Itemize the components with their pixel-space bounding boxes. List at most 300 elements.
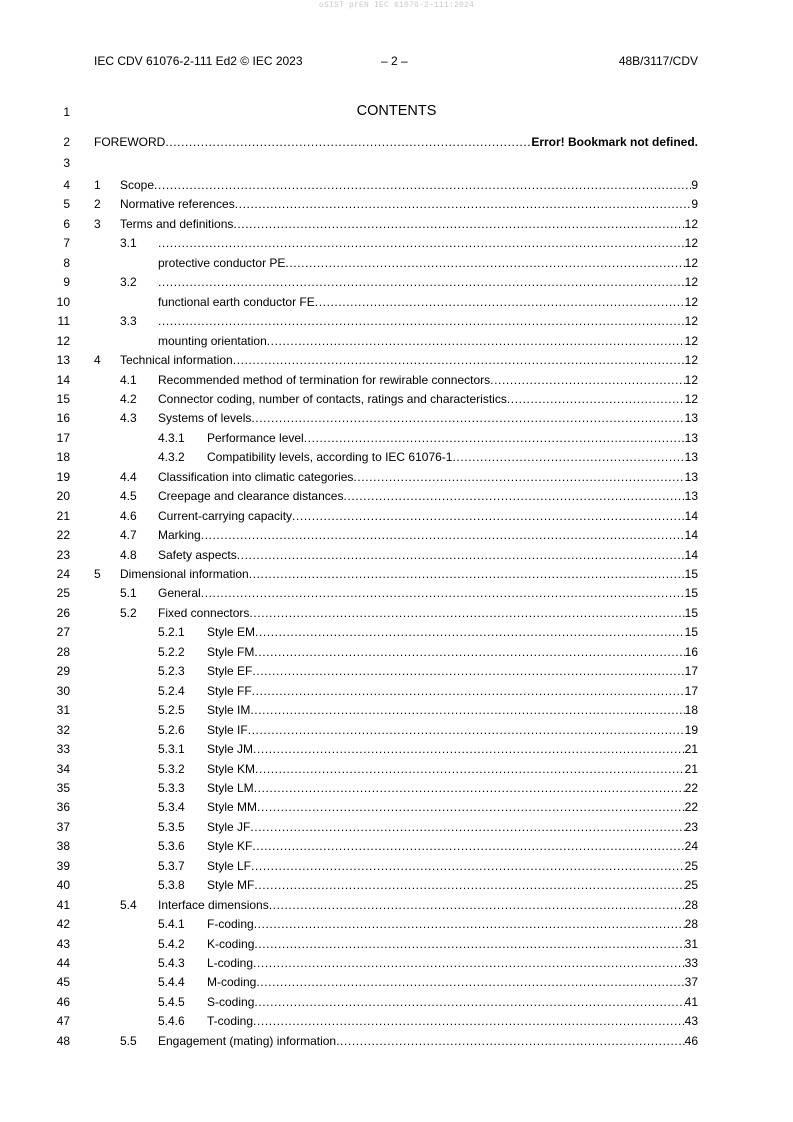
line-number: 34 — [56, 761, 70, 776]
toc-entry-link[interactable] — [207, 994, 698, 1010]
toc-entry-title: Connector coding, number of contacts, ratings and characteristics — [158, 391, 507, 406]
line-number: 11 — [57, 314, 70, 329]
toc-entry-link[interactable] — [207, 644, 698, 660]
toc-entry-link[interactable] — [207, 430, 698, 446]
toc-dot-leader — [490, 372, 684, 388]
toc-entry-link[interactable] — [120, 177, 698, 193]
toc-page-number: 12 — [684, 236, 698, 251]
toc-entry-link[interactable] — [207, 974, 698, 990]
line-number: 1 — [63, 105, 70, 119]
toc-dot-leader — [252, 838, 684, 854]
toc-row — [0, 1033, 793, 1049]
toc-page-number: 13 — [684, 469, 698, 484]
toc-entry-title: Classification into climatic categories — [158, 469, 354, 484]
toc-page-number: 16 — [684, 644, 698, 659]
toc-row — [0, 936, 793, 952]
toc-page-number: 9 — [691, 178, 698, 192]
toc-entry-link[interactable] — [207, 780, 698, 796]
toc-row — [0, 663, 793, 679]
toc-entry-number: 4.8 — [120, 547, 137, 562]
toc-entry-title: General — [158, 586, 201, 601]
toc-entry-title: Normative references — [120, 197, 235, 212]
toc-row — [0, 624, 793, 640]
toc-dot-leader — [507, 391, 685, 407]
line-number: 7 — [63, 236, 70, 251]
toc-page-number: 19 — [684, 722, 698, 737]
line-number: 22 — [56, 528, 70, 543]
toc-page-number: 22 — [684, 800, 698, 815]
toc-row — [0, 916, 793, 932]
toc-row — [0, 819, 793, 835]
toc-entry-number: 5.1 — [120, 586, 137, 601]
toc-entry-title: Style EM — [207, 625, 256, 640]
line-number: 40 — [56, 878, 70, 893]
toc-page-number: 15 — [684, 625, 698, 640]
toc-entry-title: Marking — [158, 528, 201, 543]
toc-dot-leader — [254, 877, 684, 893]
toc-entry-number: 4.5 — [120, 489, 137, 504]
toc-dot-leader — [257, 799, 685, 815]
toc-page-number: 15 — [684, 586, 698, 601]
toc-dot-leader — [154, 177, 691, 193]
toc-entry-title: Style EF — [207, 664, 253, 679]
toc-entry-link[interactable] — [207, 936, 698, 952]
toc-page-number: 14 — [684, 547, 698, 562]
line-number: 43 — [56, 936, 70, 951]
toc-row — [0, 196, 793, 212]
toc-entry-link[interactable] — [158, 274, 698, 290]
toc-page-number: 13 — [684, 450, 698, 465]
toc-dot-leader — [201, 585, 685, 601]
toc-dot-leader — [201, 527, 685, 543]
toc-dot-leader — [452, 449, 684, 465]
line-number: 30 — [56, 683, 70, 698]
toc-page-number: 12 — [684, 216, 698, 231]
toc-entry-title: Interface dimensions — [158, 897, 269, 912]
line-number: 5 — [63, 197, 70, 212]
toc-entry-link[interactable] — [207, 702, 698, 718]
toc-entry-number: 2 — [94, 197, 101, 212]
toc-entry-title: Style MM — [207, 800, 258, 815]
toc-dot-leader — [233, 216, 684, 232]
toc-entry-number: 5.3.8 — [158, 878, 185, 893]
toc-row — [0, 955, 793, 971]
toc-dot-leader — [267, 333, 685, 349]
toc-page-number: 25 — [684, 878, 698, 893]
toc-dot-leader — [255, 624, 685, 640]
toc-entry-title: S-coding — [207, 994, 255, 1009]
toc-entry-title: Style JF — [207, 819, 251, 834]
line-number: 31 — [56, 703, 70, 718]
toc-entry-link[interactable] — [158, 391, 698, 407]
toc-dot-leader — [250, 702, 684, 718]
toc-page-number: 25 — [684, 858, 698, 873]
line-number: 18 — [56, 450, 70, 465]
toc-page-number: 9 — [691, 197, 698, 212]
line-number: 23 — [56, 547, 70, 562]
toc-page-number: 12 — [684, 314, 698, 329]
toc-row — [0, 547, 793, 563]
toc-entry-number: 3.3 — [120, 314, 137, 329]
toc-entry-link[interactable] — [207, 858, 698, 874]
line-number: 16 — [56, 411, 70, 426]
toc-entry-number: 5.2.5 — [158, 703, 185, 718]
toc-entry-title: mounting orientation — [158, 333, 267, 348]
line-number: 13 — [56, 353, 70, 368]
toc-entry-link[interactable] — [158, 313, 698, 329]
line-number: 42 — [56, 917, 70, 932]
toc-entry-title: Style JM — [207, 742, 254, 757]
toc-entry-link[interactable] — [207, 722, 698, 738]
toc-page-number: 13 — [684, 430, 698, 445]
toc-dot-leader — [249, 566, 685, 582]
toc-entry-link[interactable] — [207, 663, 698, 679]
toc-entry-title: Dimensional information — [120, 567, 249, 581]
toc-row — [0, 469, 793, 485]
toc-page-number: 21 — [684, 761, 698, 776]
toc-entry-title: Style MF — [207, 878, 255, 893]
toc-entry-link[interactable] — [207, 449, 698, 465]
toc-entry-title: Scope — [120, 178, 155, 192]
toc-page-number: 46 — [684, 1033, 698, 1048]
toc-dot-leader — [254, 936, 684, 952]
toc-page-number: 13 — [684, 489, 698, 504]
toc-dot-leader — [158, 274, 685, 290]
toc-entry-title: Systems of levels — [158, 411, 252, 426]
toc-entry-number: 5.2.3 — [158, 664, 185, 679]
toc-dot-leader — [253, 741, 685, 757]
toc-page-number: 31 — [684, 936, 698, 951]
toc-entry-link[interactable] — [158, 508, 698, 524]
toc-page-number: 28 — [684, 897, 698, 912]
toc-entry-number: 5.3.5 — [158, 819, 185, 834]
toc-entry-title: FOREWORD — [94, 135, 166, 149]
line-number: 8 — [63, 255, 70, 270]
toc-dot-leader — [252, 663, 684, 679]
toc-entry-title: Terms and definitions — [120, 216, 234, 231]
line-number: 32 — [56, 722, 70, 737]
toc-entry-number: 5.4.6 — [158, 1014, 185, 1029]
toc-dot-leader — [248, 722, 685, 738]
toc-entry-number: 4.2 — [120, 391, 137, 406]
toc-entry-title: Style IM — [207, 703, 251, 718]
line-number: 35 — [56, 780, 70, 795]
toc-page-number: 15 — [684, 567, 698, 581]
toc-entry-link[interactable] — [158, 372, 698, 388]
toc-entry-number: 5.4 — [120, 897, 137, 912]
toc-row — [0, 722, 793, 738]
toc-entry-number: 5.3.4 — [158, 800, 185, 815]
toc-entry-link[interactable] — [158, 605, 698, 621]
toc-row — [0, 897, 793, 913]
toc-entry-title: K-coding — [207, 936, 255, 951]
toc-entry-link[interactable] — [158, 255, 698, 271]
line-number: 39 — [56, 858, 70, 873]
toc-entry-link[interactable] — [158, 294, 698, 310]
line-number: 48 — [56, 1033, 70, 1048]
toc-page-number: 43 — [684, 1014, 698, 1029]
line-number: 41 — [56, 897, 70, 912]
toc-row — [0, 155, 793, 171]
toc-entry-number: 5.2.1 — [158, 625, 185, 640]
toc-entry-link[interactable] — [158, 469, 698, 485]
line-number: 36 — [56, 800, 70, 815]
toc-page-number: Error! Bookmark not defined. — [531, 135, 698, 149]
toc-entry-title: Style KM — [207, 761, 256, 776]
toc-row — [0, 683, 793, 699]
toc-row — [0, 274, 793, 290]
toc-entry-link[interactable] — [158, 488, 698, 504]
toc-entry-number: 5.4.3 — [158, 956, 185, 970]
toc-entry-link[interactable] — [207, 624, 698, 640]
toc-row — [0, 391, 793, 407]
toc-page-number: 12 — [684, 391, 698, 406]
line-number: 10 — [56, 294, 70, 309]
line-number: 21 — [56, 508, 70, 523]
toc-dot-leader — [292, 508, 685, 524]
toc-entry-title: Performance level — [207, 430, 304, 445]
line-number: 26 — [56, 605, 70, 620]
toc-page-number: 12 — [684, 333, 698, 348]
toc-dot-leader — [336, 1033, 685, 1049]
toc-entry-title: Recommended method of termination for rewirable connectors — [158, 372, 491, 387]
toc-entry-number: 3.1 — [120, 236, 137, 251]
toc-entry-link[interactable] — [120, 216, 698, 232]
toc-entry-number: 5.3.7 — [158, 858, 185, 873]
header-document-id: IEC CDV 61076-2-111 Ed2 © IEC 2023 — [94, 54, 303, 68]
toc-entry-title: Engagement (mating) information — [158, 1033, 337, 1048]
toc-entry-link[interactable] — [158, 235, 698, 251]
toc-entry-number: 4.3 — [120, 411, 137, 426]
toc-entry-title: L-coding — [207, 956, 254, 970]
toc-entry-number: 5 — [94, 567, 101, 581]
toc-row — [0, 313, 793, 329]
toc-page-number: 24 — [684, 839, 698, 854]
toc-entry-number: 4 — [94, 353, 101, 368]
toc-entry-number: 5.3.1 — [158, 742, 185, 757]
line-number: 2 — [63, 135, 70, 149]
toc-entry-number: 5.4.2 — [158, 936, 185, 951]
line-number: 38 — [56, 839, 70, 854]
toc-row — [0, 508, 793, 524]
toc-entry-link[interactable] — [207, 955, 698, 971]
toc-page-number: 17 — [684, 683, 698, 698]
toc-entry-number: 5.4.1 — [158, 917, 185, 932]
toc-entry-number: 4.6 — [120, 508, 137, 523]
toc-row — [0, 877, 793, 893]
line-number: 44 — [56, 956, 70, 970]
toc-dot-leader — [251, 858, 685, 874]
toc-row — [0, 410, 793, 426]
line-number: 29 — [56, 664, 70, 679]
line-number: 17 — [56, 430, 70, 445]
toc-entry-link[interactable] — [158, 547, 698, 563]
line-number: 45 — [56, 975, 70, 990]
line-number: 37 — [56, 819, 70, 834]
toc-row — [0, 741, 793, 757]
toc-entry-title: M-coding — [207, 975, 257, 990]
toc-entry-number: 4.1 — [120, 372, 137, 387]
toc-page-number: 12 — [684, 372, 698, 387]
toc-dot-leader — [233, 352, 685, 368]
toc-row — [0, 858, 793, 874]
line-number: 25 — [56, 586, 70, 601]
toc-row — [0, 780, 793, 796]
toc-entry-link[interactable] — [207, 761, 698, 777]
toc-row — [0, 974, 793, 990]
toc-page-number: 33 — [684, 956, 698, 970]
toc-dot-leader — [237, 547, 685, 563]
toc-row — [0, 449, 793, 465]
toc-row — [0, 799, 793, 815]
toc-dot-leader — [253, 955, 685, 971]
toc-entry-link[interactable] — [158, 585, 698, 601]
line-number: 19 — [56, 469, 70, 484]
toc-entry-number: 1 — [94, 178, 101, 192]
toc-entry-number: 4.4 — [120, 469, 137, 484]
toc-entry-link[interactable] — [207, 916, 698, 932]
toc-entry-link[interactable] — [120, 352, 698, 368]
toc-entry-link[interactable] — [120, 196, 698, 212]
toc-dot-leader — [252, 683, 685, 699]
header-page-number: – 2 – — [381, 54, 408, 68]
toc-dot-leader — [254, 994, 684, 1010]
toc-dot-leader — [269, 897, 685, 913]
toc-row — [0, 255, 793, 271]
toc-row — [0, 527, 793, 543]
line-number: 24 — [56, 567, 70, 581]
toc-dot-leader — [165, 134, 531, 150]
toc-entry-title: Technical information — [120, 353, 233, 368]
toc-page-number: 22 — [684, 780, 698, 795]
toc-entry-number: 4.3.1 — [158, 430, 185, 445]
toc-page-number: 15 — [684, 605, 698, 620]
toc-row — [0, 605, 793, 621]
toc-entry-number: 3.2 — [120, 275, 137, 290]
toc-entry-number: 5.4.5 — [158, 994, 185, 1009]
toc-row — [0, 333, 793, 349]
toc-entry-link[interactable] — [94, 134, 698, 150]
toc-row — [0, 294, 793, 310]
toc-dot-leader — [304, 430, 685, 446]
toc-dot-leader — [253, 1013, 685, 1029]
toc-row — [0, 430, 793, 446]
toc-entry-title: Creepage and clearance distances — [158, 489, 344, 504]
line-number: 33 — [56, 742, 70, 757]
toc-entry-title: F-coding — [207, 917, 254, 932]
line-number: 46 — [56, 994, 70, 1009]
toc-dot-leader — [158, 235, 685, 251]
toc-page-number: 37 — [684, 975, 698, 990]
toc-dot-leader — [235, 196, 692, 212]
toc-page-number: 12 — [684, 275, 698, 290]
toc-entry-title: Style KF — [207, 839, 253, 854]
toc-dot-leader — [315, 294, 685, 310]
line-number: 6 — [63, 216, 70, 231]
toc-dot-leader — [343, 488, 684, 504]
toc-dot-leader — [254, 644, 684, 660]
line-number: 20 — [56, 489, 70, 504]
toc-dot-leader — [353, 469, 684, 485]
toc-entry-title: Current-carrying capacity — [158, 508, 293, 523]
toc-entry-link[interactable] — [207, 819, 698, 835]
line-number: 28 — [56, 644, 70, 659]
toc-entry-title: Style IF — [207, 722, 248, 737]
toc-entry-number: 5.2.2 — [158, 644, 185, 659]
toc-page-number: 28 — [684, 917, 698, 932]
toc-entry-number: 5.3.6 — [158, 839, 185, 854]
toc-entry-number: 5.2 — [120, 605, 137, 620]
toc-page-number: 14 — [684, 528, 698, 543]
toc-dot-leader — [250, 819, 684, 835]
toc-dot-leader — [249, 605, 684, 621]
toc-entry-title: Compatibility levels, according to IEC 61076-1 — [207, 450, 453, 465]
toc-row — [0, 488, 793, 504]
toc-entry-link[interactable] — [207, 838, 698, 854]
toc-entry-number: 5.2.4 — [158, 683, 185, 698]
toc-dot-leader — [255, 761, 685, 777]
toc-dot-leader — [256, 974, 684, 990]
toc-row — [0, 352, 793, 368]
toc-entry-link[interactable] — [207, 799, 698, 815]
toc-entry-link[interactable] — [207, 741, 698, 757]
toc-entry-link[interactable] — [158, 333, 698, 349]
toc-row — [0, 134, 793, 150]
toc-entry-link[interactable] — [207, 683, 698, 699]
toc-row — [0, 216, 793, 232]
line-number: 9 — [63, 275, 70, 290]
toc-entry-link[interactable] — [158, 897, 698, 913]
toc-entry-title: Style LF — [207, 858, 252, 873]
toc-row — [0, 644, 793, 660]
toc-entry-link[interactable] — [158, 410, 698, 426]
toc-entry-title: T-coding — [207, 1014, 254, 1029]
toc-page-number: 18 — [684, 703, 698, 718]
toc-entry-link[interactable] — [158, 1033, 698, 1049]
toc-entry-title: functional earth conductor FE — [158, 294, 315, 309]
toc-row — [0, 566, 793, 582]
toc-entry-link[interactable] — [207, 1013, 698, 1029]
toc-entry-number: 4.3.2 — [158, 450, 185, 465]
toc-row — [0, 702, 793, 718]
toc-entry-title: Fixed connectors — [158, 605, 250, 620]
toc-dot-leader — [158, 313, 685, 329]
line-number: 4 — [63, 178, 70, 192]
toc-page-number: 23 — [684, 819, 698, 834]
toc-page-number: 12 — [684, 294, 698, 309]
watermark: oSIST prEN IEC 61076-2-111:2024 — [318, 1, 475, 10]
line-number: 47 — [56, 1014, 70, 1029]
toc-entry-title: protective conductor PE — [158, 255, 286, 270]
line-number: 14 — [56, 372, 70, 387]
toc-entry-link[interactable] — [207, 877, 698, 893]
toc-dot-leader — [285, 255, 684, 271]
toc-entry-link[interactable] — [120, 566, 698, 582]
toc-row — [0, 761, 793, 777]
toc-dot-leader — [254, 916, 685, 932]
toc-row — [0, 177, 793, 193]
toc-row — [0, 1013, 793, 1029]
toc-page-number: 12 — [684, 255, 698, 270]
toc-row — [0, 838, 793, 854]
toc-entry-number: 5.2.6 — [158, 722, 185, 737]
toc-row — [0, 994, 793, 1010]
toc-entry-link[interactable] — [158, 527, 698, 543]
toc-page-number: 12 — [684, 353, 698, 368]
toc-entry-number: 5.3.3 — [158, 780, 185, 795]
toc-entry-number: 5.4.4 — [158, 975, 185, 990]
toc-page-number: 14 — [684, 508, 698, 523]
